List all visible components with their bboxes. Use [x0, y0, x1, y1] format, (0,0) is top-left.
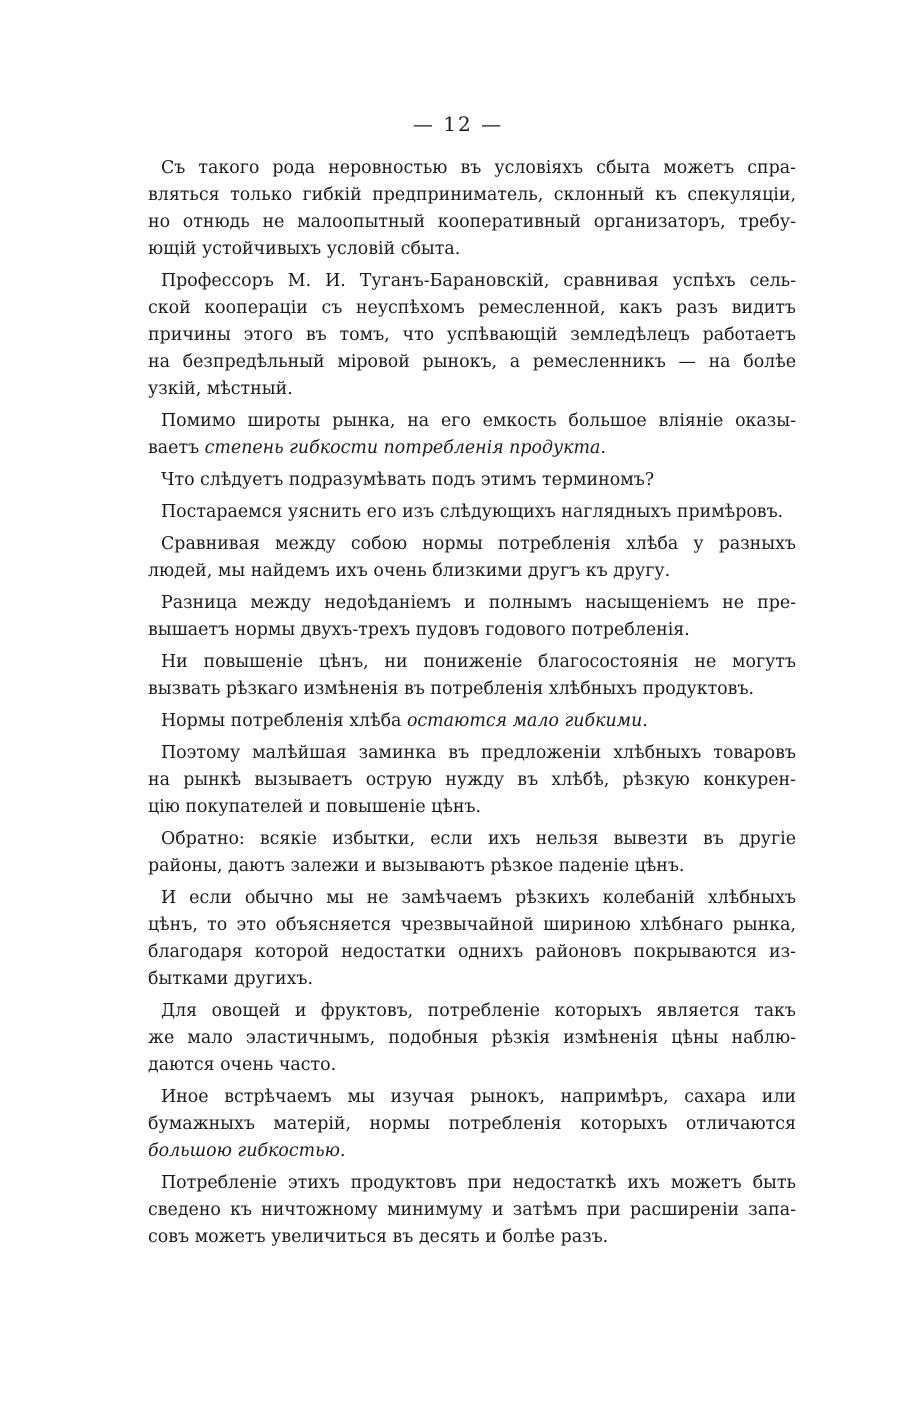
- text-line: вляться только гибкій предприниматель, склонный къ спекуляціи,: [148, 185, 796, 205]
- text-line: цѣнъ, то это объясняется чрезвычайной шириною хлѣбнаго рынка,: [148, 915, 796, 935]
- text-line: [148, 1138, 796, 1165]
- text-line: Разница между недоѣданіемъ и полнымъ насыщеніемъ не пре-: [161, 593, 796, 613]
- paragraph: [148, 268, 796, 403]
- text-line: Постараемся уяснить его изъ слѣдующихъ наглядныхъ примѣровъ.: [161, 502, 784, 522]
- text-line: Профессоръ М. И. Туганъ-Барановскій, сравнивая успѣхъ сель-: [161, 271, 796, 291]
- text-line: Сравнивая между собою нормы потребленія хлѣба у разныхъ: [161, 534, 796, 554]
- text-line: районы, даютъ залежи и вызываютъ рѣзкое паденіе цѣнъ.: [148, 856, 685, 876]
- text-line: причины этого въ томъ, что успѣвающій земледѣлецъ работаетъ: [148, 325, 796, 345]
- text-line: благодаря которой недостатки однихъ районовъ покрываются из-: [148, 942, 796, 962]
- text-line: цію покупателей и повышеніе цѣнъ.: [148, 797, 482, 817]
- text-line: на безпредѣльный міровой рынокъ, а ремесленникъ — на болѣе: [148, 352, 796, 372]
- paragraph: [148, 467, 796, 494]
- text-line: вызвать рѣзкаго измѣненія въ потребленія хлѣбныхъ продуктовъ.: [148, 679, 755, 699]
- text-line: Иное встрѣчаемъ мы изучая рынокъ, напримѣръ, сахара или: [161, 1087, 796, 1107]
- text-line: [148, 708, 796, 735]
- text-line: но отнюдь не малоопытный кооперативный организаторъ, требу-: [148, 212, 796, 232]
- text-line: вышаетъ нормы двухъ-трехъ пудовъ годового потребленія.: [148, 620, 690, 640]
- paragraph: [148, 499, 796, 526]
- text-line: на рынкѣ вызываетъ острую нужду въ хлѣбѣ, рѣзкую конкурен-: [148, 770, 796, 790]
- text-line: же мало эластичнымъ, подобныя рѣзкія измѣненія цѣны наблю-: [148, 1028, 796, 1048]
- text-run: Нормы потребленія хлѣба: [161, 711, 407, 731]
- paragraph: [148, 590, 796, 644]
- paragraph: [148, 1084, 796, 1165]
- text-line: Что слѣдуетъ подразумѣвать подъ этимъ терминомъ?: [161, 470, 655, 490]
- text-line: узкій, мѣстный.: [148, 379, 293, 399]
- text-line: Потребленіе этихъ продуктовъ при недостаткѣ ихъ можетъ быть: [161, 1173, 796, 1193]
- text-line: Ни повышеніе цѣнъ, ни пониженіе благосостоянія не могутъ: [161, 652, 796, 672]
- text-run: ваетъ: [148, 438, 205, 458]
- paragraph: [148, 408, 796, 462]
- text-line: ющій устойчивыхъ условій сбыта.: [148, 239, 461, 259]
- text-line: бумажныхъ матерій, нормы потребленія которыхъ отличаются: [148, 1114, 796, 1134]
- page-text: [148, 155, 796, 1256]
- text-line: Съ такого рода неровностью въ условіяхъ сбыта можетъ спра-: [161, 158, 796, 178]
- text-line: совъ можетъ увеличиться въ десять и болѣе разъ.: [148, 1227, 609, 1247]
- paragraph: [148, 885, 796, 993]
- text-line: [148, 435, 796, 462]
- paragraph: [148, 531, 796, 585]
- paragraph: [148, 649, 796, 703]
- paragraph: [148, 708, 796, 735]
- page-number: — 12 —: [412, 112, 504, 136]
- text-line: бытками другихъ.: [148, 969, 313, 989]
- text-line: Поэтому малѣйшая заминка въ предложеніи хлѣбныхъ товаровъ: [161, 743, 796, 763]
- paragraph: [148, 740, 796, 821]
- text-line: даются очень часто.: [148, 1055, 337, 1075]
- text-line: И если обычно мы не замѣчаемъ рѣзкихъ колебаній хлѣбныхъ: [161, 888, 796, 908]
- italic-emphasis: степень гибкости потребленія продукта.: [204, 438, 606, 458]
- text-line: ской коопераціи съ неуспѣхомъ ремесленной, какъ разъ видитъ: [148, 298, 796, 318]
- text-line: сведено къ ничтожному минимуму и затѣмъ при расширеніи запа-: [148, 1200, 796, 1220]
- italic-emphasis: большою гибкостью.: [148, 1141, 346, 1161]
- text-line: Помимо широты рынка, на его емкость большое вліяніе оказы-: [161, 411, 796, 431]
- paragraph: [148, 826, 796, 880]
- italic-emphasis: остаются мало гибкими.: [406, 711, 648, 731]
- text-line: Для овощей и фруктовъ, потребленіе которыхъ является такъ: [161, 1001, 796, 1021]
- paragraph: [148, 155, 796, 263]
- paragraph: [148, 1170, 796, 1251]
- text-line: людей, мы найдемъ ихъ очень близкими другъ къ другу.: [148, 561, 671, 581]
- text-line: Обратно: всякіе избытки, если ихъ нельзя вывезти въ другіе: [161, 829, 796, 849]
- paragraph: [148, 998, 796, 1079]
